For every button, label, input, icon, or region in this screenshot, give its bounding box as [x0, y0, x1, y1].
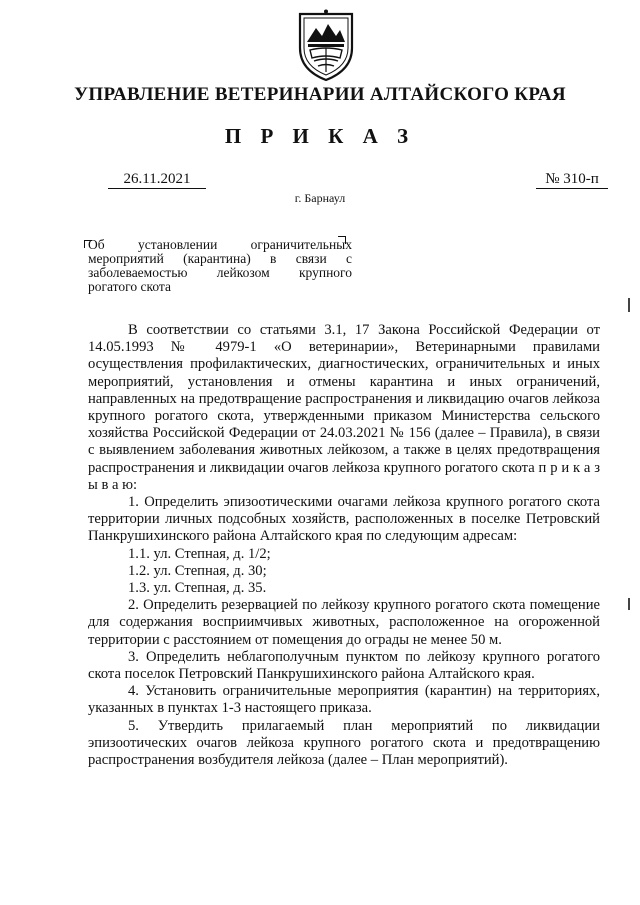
order-subitem-1-1: 1.1. ул. Степная, д. 1/2; [128, 545, 271, 562]
document-city: г. Барнаул [294, 191, 346, 205]
order-item-1: 1. Определить эпизоотическими очагами лейкоза крупного рогатого скота территории личных подсобных хозяйств, расположенных в поселке Петровский Панкрушихинского района Алтайского края по следующим адресам: [88, 494, 600, 545]
scan-margin-mark [628, 598, 630, 610]
document-date: 26.11.2021 [108, 171, 206, 189]
agency-name: УПРАВЛЕНИЕ ВЕТЕРИНАРИИ АЛТАЙСКОГО КРАЯ [74, 84, 566, 105]
preamble-paragraph: В соответствии со статьями 3.1, 17 Закона Российской Федерации от 14.05.1993 № 4979-1 «О ветеринарии», Ветеринарными правилами осуществления профилактических, диагностических, ограничительных и иных мероприятий, установления и отмены карантина и иных ограничений, направленных на предотвращение распространения и ликвидацию очагов лейкоза крупного рогатого скота, утвержденными приказом Министерства сельского хозяйства Российской Федерации от 24.03.2021 № 156 (далее – Правила), в связи с выявлением заболевания животных лейкозом, а также в целях предотвращения распространения и ликвидации очагов лейкоза крупного рогатого скота п р и к а з ы в а ю: [88, 322, 600, 493]
document-subject: Об установлении ограничительных мероприятий (карантина) в связи с заболеваемостью лейкозом крупного рогатого скота [88, 237, 352, 294]
order-subitem-1-3: 1.3. ул. Степная, д. 35. [128, 580, 267, 597]
coat-of-arms-icon [294, 8, 358, 82]
order-item-3: 3. Определить неблагополучным пунктом по лейкозу крупного рогатого скота поселок Петровский Панкрушихинского района Алтайского края. [88, 648, 600, 683]
order-item-2: 2. Определить резервацией по лейкозу крупного рогатого скота помещение для содержания восприимчивых животных, расположенное на огороженной территории с расстоянием от помещения до ограды не менее 50 м. [88, 597, 600, 648]
scan-margin-mark [628, 298, 630, 312]
order-item-4: 4. Установить ограничительные мероприятия (карантин) на территориях, указанных в пунктах 1-3 настоящего приказа. [88, 683, 600, 717]
order-subitem-1-2: 1.2. ул. Степная, д. 30; [128, 562, 267, 579]
document-type: П Р И К А З [224, 124, 416, 148]
order-item-5: 5. Утвердить прилагаемый план мероприятий по ликвидации эпизоотических очагов лейкоза крупного рогатого скота и предотвращению распространения возбудителя лейкоза (далее – План мероприятий). [88, 717, 600, 769]
document-body [88, 322, 600, 769]
document-number: № 310-п [536, 171, 608, 189]
